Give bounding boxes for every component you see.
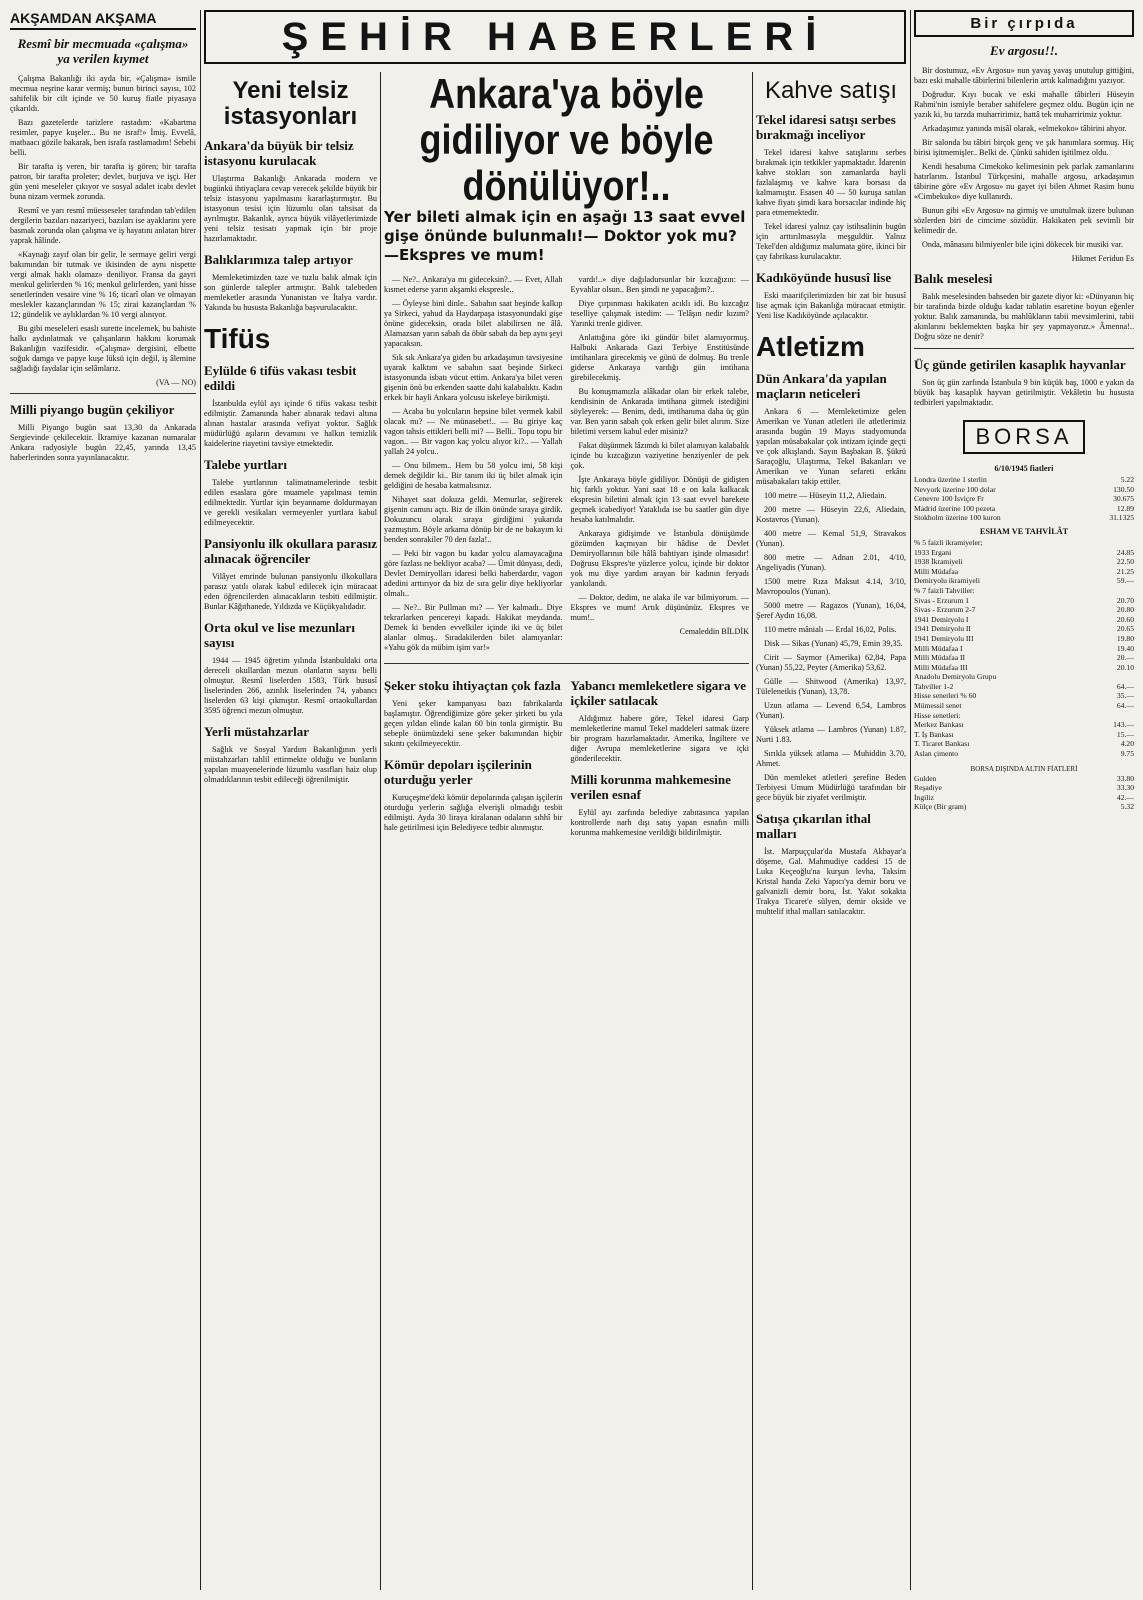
- esham-row-label: 1941 Demiryolu I: [914, 614, 969, 624]
- lead-body-right: [571, 275, 750, 657]
- result-line: 200 metre — Hüseyin 22,6, Aliedain, Kostavros (Yunan).: [756, 505, 906, 524]
- esham-row: [914, 682, 1134, 692]
- paragraph: Vilâyet emrinde bulunan pansiyonlu ilkokullara parasız yatılı olarak kabul edilecek için müracaat eden öğrencilerden alınacakların tesbiti edilmiştir. Bunlar Kâğıthanede, Yıldızda ve Küçükyalıdadır.: [204, 572, 377, 611]
- esham-row: [914, 557, 1134, 567]
- paragraph: Talebe yurtlarının talimatnamelerinde tesbit edilen esaslara göre muamele yapılması temin edilmektedir. Yurtlar için beyanname doldurmayan ve gerekli vesikaları vermeyenler yurtlara kabul edilmeyecektir.: [204, 478, 377, 527]
- esham-row: [914, 749, 1134, 759]
- altin-row-label: İngiliz: [914, 792, 934, 802]
- esham-row-value: 15.—: [1116, 729, 1134, 739]
- paragraph: Bir salonda bu tâbiri birçok genç ve şık hanımlara sormuş. Hiç birisi işitmemişler.. Belki de. Çünkü sahiden işitilmez oldu.: [914, 138, 1134, 157]
- fx-row-value: 5.22: [1120, 475, 1134, 484]
- paragraph: Bunun gibi «Ev Argosu» na girmiş ve unutulmak üzere bulunan sözlerden biri de cimcime sözüdür. Hakikaten pek sevimli bir kelimedir de.: [914, 206, 1134, 235]
- esham-row-value: 35.—: [1116, 691, 1134, 701]
- fx-row: [914, 475, 1134, 485]
- briefs-right: [571, 670, 750, 842]
- article-headline: Kahve satışı: [764, 77, 898, 104]
- section-title: Bir çırpıda: [914, 10, 1134, 37]
- esham-row: [914, 663, 1134, 673]
- fx-row: [914, 485, 1134, 495]
- esham-row-label: Milli Müdafaa II: [914, 653, 966, 663]
- fx-row-label: Londra üzerine 1 sterlin: [914, 475, 987, 484]
- esham-row-value: 59.—: [1116, 576, 1134, 586]
- result-line: 800 metre — Adnan 2.01, 4/10, Angeliyadis (Yunan).: [756, 553, 906, 572]
- lead-bottom-briefs: [384, 670, 749, 842]
- esham-row-value: 143.—: [1113, 720, 1134, 730]
- divider: [914, 348, 1134, 349]
- paragraph: Arkadaşımız yanında misâl olarak, «elmekoko» tâbirini ahyor.: [922, 124, 1127, 133]
- article-headline: Balık meselesi: [914, 271, 993, 286]
- paragraph: Onda, mânasını bilmiyenler bile içini dökecek bir musiki var.: [922, 240, 1124, 249]
- esham-row-label: 1938 İkramiyeli: [914, 557, 963, 567]
- esham-row-label: 1941 Demiryolu II: [914, 624, 971, 634]
- article-headline: Ev argosu!!.: [990, 43, 1058, 58]
- esham-row-value: 20.60: [1116, 614, 1134, 624]
- esham-row-value: 4.20: [1120, 739, 1134, 749]
- esham-row: [914, 605, 1134, 615]
- paragraph: — Öyleyse bini dinle.. Sabahın saat beşinde kalkıp ya Sirkeci, yahud da Haydarpaşa istasyonundaki gişe önüne gideceksin, orada bilet alabilirsen ne âlâ. Alamazsan yarın sabah da öbür sabah da hep aynı şeyi yapacaksın.: [384, 299, 563, 348]
- altin-row-label: Gulden: [914, 773, 937, 783]
- paragraph: Resmî ve yarı resmî müesseseler tarafından tab'edilen dergilerin bazıları nazariyeci, bazıları ise ayaklarını yere basmak zorunda olan çalışma ve iş hayatını anlatan birer yaprak hâlinde.: [10, 206, 196, 245]
- column-rule: [380, 72, 381, 1590]
- esham-row: [914, 624, 1134, 634]
- esham-row-label: Hisse senetleri % 60: [914, 691, 977, 701]
- esham-row: [914, 730, 1134, 740]
- fx-row: [914, 513, 1134, 523]
- article-headline: Satışa çıkarılan ithal malları: [756, 811, 871, 841]
- esham-row-label: Milli Müdafaa III: [914, 662, 968, 672]
- esham-row-label: Sivas - Erzurum 1: [914, 595, 970, 605]
- lead-body: [384, 275, 749, 657]
- borsa-date: 6/10/1945 fiatleri: [994, 464, 1054, 473]
- esham-row: [914, 691, 1134, 701]
- esham-row-label: Merkez Bankası: [914, 720, 964, 730]
- fx-row-value: 12.89: [1116, 503, 1134, 513]
- paragraph: Ankara 6 — Memleketimize gelen Amerikan ve Yunan atletleri ile atletlerimiz arasında bugün 19 Mayıs stadyomunda yapılan müsabakalar çok intizam içinde geçti ve çok alkışlandı. Sayın Başbakan B. Şükrü Saraçoğlu, Ulaştırma, Tekel Bakanları ve Amerikan ve Yunan sefareti erkânı müsabakaları takip ettiler.: [756, 407, 906, 486]
- paragraph: Ulaştırma Bakanlığı Ankarada modern ve bugünkü ihtiyaçlara cevap verecek şekilde büyük bir telsiz istasyonu yapılmasını kararlaştırmıştır. Bu istasyonun tesisi için lüzumlu olan tahsisat da ayrılmıştır. Bakanlık, ayrıca büyük vilâyetlerimizde yeni telsiz tesisatı yapmak için bir proje hazırlamaktadır.: [204, 174, 377, 243]
- paragraph: Doğrudur. Kıyı bucak ve eski mahalle tâbirleri Hüseyin Rahmi'nin ismiyle beraber sahifelere geçmez oldu. Bugün için ne yazık ki, bu tarzda muharririmiz, hattâ tek muharririmiz yoktur.: [914, 90, 1134, 119]
- article-subhead: Eylülde 6 tifüs vakası tesbit edildi: [204, 363, 357, 393]
- paragraph: Son üç gün zarfında İstanbula 9 bin küçük baş, 1000 e yakın da büyük baş kasaplık hayvan getirilmiştir. Vekâletin bu hususta tedbirleri yapılmaktadır.: [914, 378, 1134, 407]
- esham-row-label: % 5 faizli ikramiyeler;: [914, 537, 983, 547]
- briefs-left: [384, 670, 563, 842]
- article-headline: Yabancı memleketlere sigara ve içkiler satılacak: [570, 678, 747, 708]
- esham-row-label: 1941 Demiryolu III: [914, 633, 974, 643]
- result-line: Gülle — Shitwood (Amerika) 13,97, Tüleleneikis (Yunan), 13,78.: [756, 677, 906, 696]
- paragraph: Bu gibi meseleleri esaslı surette incelemek, bu bahiste halkı aydınlatmak ve çalışanların hakkını korumak Bakanlığın vazifesidir. «Çalışma» dergisini, elbette soğuk damga ve papye kuşe lüksü için değil, iş âlemine sağladığı faydalar için selâmlarız.: [10, 324, 196, 373]
- paragraph: — Peki bir vagon bu kadar yolcu alamayacağına göre fazlası ne bekliyor acaba? — Ümit dünyası, dedi, Devlet Demiryolları idaresi belki haberdardır, vagon adedini arttırıyor da biz de sıra gelir diye bekliyorlar olmalı..: [384, 549, 563, 598]
- altin-row-value: 42.—: [1116, 792, 1134, 802]
- esham-row: [914, 596, 1134, 606]
- esham-row-value: 24.85: [1116, 547, 1134, 557]
- column-news-2: [204, 72, 377, 1590]
- esham-row-label: Aslan çimento: [914, 749, 959, 759]
- esham-row: [914, 701, 1134, 711]
- paragraph: Fakat düşünmek lâzımdı ki bilet alamıyan kalabalık içinde bu kızcağızın vaziyetine benziyenler de pek çok.: [570, 441, 749, 470]
- paragraph: 1944 — 1945 öğretim yılında İstanbuldaki orta dereceli okullardan mezun olanların sayısı belli olmuştur. Resmî liselerden 1583, Türk hususî liselerinden 266, azınlık liselerinden 74, yabancı liselerden 63 kişi çıkmıştır. Resmî ortaokullardan 3595 öğrenci mezun olmuştur.: [204, 656, 377, 715]
- divider: [10, 393, 196, 394]
- paragraph: Memleketimizden taze ve tuzlu balık almak için son günlerde talepler artmıştır. Balık talebeden memleketler arasında Yunanistan ve İtalya vardır. Yakında bu hususta Bakanlığa başvurulacaktır.: [204, 273, 377, 312]
- esham-row: [914, 653, 1134, 663]
- result-line: 5000 metre — Ragazos (Yunan), 16,04, Şeref Aydın 16,08.: [756, 601, 906, 620]
- article-headline: Talebe yurtları: [204, 457, 287, 472]
- esham-row-value: 20.—: [1116, 653, 1134, 663]
- masthead: ŞEHİR HABERLERİ: [204, 10, 906, 64]
- column-news-4: [756, 72, 906, 1590]
- esham-row-label: Mümessil senet: [914, 701, 962, 711]
- fx-row-label: Stokholm üzerine 100 kuron: [914, 513, 1001, 523]
- divider: [384, 663, 749, 664]
- altin-row-value: 33.30: [1116, 783, 1134, 793]
- result-line: 1500 metre Rıza Maksut 4.14, 3/10, Mavropoulos (Yunan).: [756, 577, 906, 596]
- paragraph: — Onu bilmem.. Hem bu 58 yolcu imi, 58 kişi demek değildir ki.. Bir tanım iki üç bilet almak için geldiğini de hesaba katmalısınız.: [384, 461, 563, 490]
- paragraph: Milli Piyango bugün saat 13,30 da Ankarada Sergievinde çekilecektir. İkramiye kazanan numaralar Ankara radyosiyle bugün 22,45, yarında 13,45 haberlerinden sonra yayınlanacaktır.: [10, 423, 196, 462]
- paragraph: — Ne?.. Bir Pullman mı? — Yer kalmadı.. Diye tekrarlarken pencereyi kapadı. Hakikat meydanda. Demek ki benden evvelkiler içinde iki ve üç bilet alanlar olmuş.. Sıradakilerden bilet alamıyanlar: «Yahu gök da mübim işim var!»: [384, 603, 563, 652]
- fx-row-label: Nevyork üzerine 100 dolar: [914, 484, 996, 494]
- esham-row-label: Tahviller 1-2: [914, 681, 954, 691]
- esham-row-value: 20.65: [1116, 624, 1134, 634]
- article-subhead: Tekel idaresi satışı serbes bırakmağı inceliyor: [756, 112, 896, 142]
- esham-row: [914, 739, 1134, 749]
- altin-row: [914, 793, 1134, 803]
- result-line: 400 metre — Kemal 51,9, Stravakos (Yunan).: [756, 529, 906, 548]
- paragraph: Eski maarifçilerimizden bir zat bir hususî lise açmak için Bakanlığa müracaat etmiştir. Yeni lise Kadıköyünde açılacaktır.: [756, 291, 906, 320]
- paragraph: Diye çırpınması hakikaten acıklı idi. Bu kızcağız teselliye çalışmak istedim: — Telâşın nedir kızım? Yarınki trenle gidiver.: [570, 299, 749, 328]
- esham-row-value: 20.10: [1116, 662, 1134, 672]
- lead-body-left: [384, 275, 563, 657]
- column-rule: [200, 10, 201, 1590]
- fx-row-value: 31.1325: [1109, 513, 1134, 523]
- esham-row-label: Demiryolu ikramiyeli: [914, 576, 981, 586]
- esham-row: [914, 538, 1134, 548]
- esham-row-value: 22.50: [1116, 557, 1134, 567]
- paragraph: — Acaba bu yolcuların hepsine bilet vermek kabil olacak mı? — Ne münasebet!.. — Bu giriye kaç vagon tahsis ettikleri belli mi? — Belli.. Topu topu bir vagon.. — Bir vagon kaç yolcu alıyor ki?.. — Yallah yallah 24 yolcu..: [384, 407, 563, 456]
- article-subhead: Ankara'da büyük bir telsiz istasyonu kurulacak: [204, 138, 354, 168]
- article-headline: Kadıköyünde hususî lise: [756, 270, 892, 285]
- fx-row-label: Cenevre 100 İsviçre Fr: [914, 494, 984, 504]
- lead-deck: Yer bileti almak için en aşağı 13 saat evvel gişe önünde bulunmalı!— Doktor yok mu? —Ekspres ve mum!: [384, 208, 746, 264]
- esham-row: [914, 576, 1134, 586]
- paragraph: — Ne?.. Ankara'ya mı gideceksin?.. — Evet, Allah kısmet ederse yarın akşamki ekspresle..: [384, 275, 563, 294]
- esham-row-label: Milli Müdafaa: [914, 566, 959, 576]
- lead-headline: Ankara'ya böyle gidiliyor ve böyle dönülüyor!..: [419, 72, 714, 209]
- altin-row-label: Külçe (Bir gram): [914, 802, 967, 812]
- esham-table: [914, 538, 1134, 759]
- esham-row: [914, 567, 1134, 577]
- fx-row-label: Madrid üzerine 100 pezeta: [914, 503, 996, 513]
- esham-row-value: 64.—: [1116, 701, 1134, 711]
- esham-title: ESHAM VE TAHVİLÂT: [979, 526, 1069, 536]
- altin-row: [914, 783, 1134, 793]
- esham-row: [914, 711, 1134, 721]
- fx-row: [914, 504, 1134, 514]
- column-akşamdan-akşama: [10, 10, 196, 1590]
- article-headline: Üç günde getirilen kasaplık hayvanlar: [914, 357, 1126, 372]
- result-line: 100 metre — Hüseyin 11,2, Aliedain.: [764, 491, 887, 500]
- article-headline: Milli piyango bugün çekiliyor: [10, 402, 175, 417]
- paragraph: Tekel idaresi kahve satışlarını serbes bırakmak için tetkikler yapmaktadır. İdarenin kahve stokları son zamanlarda hayli fazlalaşmış ve kahve kara borsası da kalmamıştır. Esasen 40 — 50 kuruşa satılan kahve fiyatı şimdi kara borsacılar indinde hiç para etmemektedir.: [756, 148, 906, 217]
- esham-row-label: Hisse senetleri:: [914, 710, 961, 720]
- result-line: Uzun atlama — Levend 6,54, Lambros (Yunan).: [756, 701, 906, 720]
- result-line: Disk — Sikas (Yunan) 45,79, Emin 39,35.: [764, 639, 903, 648]
- altin-title: BORSA DIŞINDA ALTIN FİATLERİ: [970, 764, 1078, 773]
- altin-row-value: 5.32: [1120, 802, 1134, 812]
- paragraph: Nihayet saat dokuza geldi. Memurlar, seğirerek gişenin camını açtı. Biz de ilkin önünde sıraya girdik. Dokuzuncu olarak sıraya girdiğimi yukarıda yazmıştım. Böyle arkama dönüp bir de ne bakayım ki benden sonrakiler 70 den fazla!..: [384, 495, 563, 544]
- paragraph: Bir tarafta iş veren, bir tarafta iş gören; bir tarafta patron, bir tarafta proleter; devlet, burjuva ve işçi. Her gün yeni meseleler çıkıyor ve sosyal adalet icabı devlet buna nizam vermek zorunda.: [10, 162, 196, 201]
- paragraph: Yeni şeker kampanyası bazı fabrikalarda başlamıştır. Öğrendiğimize göre şeker şirketi bu yıla geçen yıldan elinde kalan 60 bin tonla girmiştir. Bu sebeple önümüzdeki sene şeker bakımından hiçbir sıkıntı çekilmeyecektir.: [384, 699, 563, 748]
- signature: (VA — NO): [156, 378, 196, 387]
- esham-row: [914, 672, 1134, 682]
- fx-table: [914, 475, 1134, 523]
- esham-row: [914, 586, 1134, 596]
- paragraph: Dün memleket atletleri şerefine Beden Terbiyesi Umum Müdürlüğü tarafından bir gece büyük bir ziyafet verilmiştir.: [756, 773, 906, 802]
- esham-row-value: 20.70: [1116, 595, 1134, 605]
- altin-row-value: 33.80: [1116, 773, 1134, 783]
- paragraph: Bu konuşmamızla alâkadar olan bir erkek talebe, kendisinin de Ankarada imtihana gitmek istediğini söyleyerek: — Benim, dedi, imtihanıma daha üç gün var. Ben yarın sabah çok erken gelir bilet alırım. Size biletimi versem kabul eder misiniz?: [570, 387, 749, 436]
- article-headline: Atletizm: [756, 331, 865, 362]
- article-headline: Şeker stoku ihtiyaçtan çok fazla: [384, 678, 561, 693]
- column-rule: [910, 10, 911, 1590]
- esham-row-label: Anadolu Demiryolu Grupu: [914, 672, 997, 682]
- paragraph: Anlattığına göre iki gündür bilet alamıyormuş. Halbuki Ankarada Gazi Terbiye Enstitüsünde imtihanlara girecekmiş ve günü de dolmuş. Bu trenle giderse Ankaraya vardığı gün imtihana girebilecekmiş.: [570, 333, 749, 382]
- esham-row: [914, 548, 1134, 558]
- altin-row: [914, 802, 1134, 812]
- esham-row: [914, 644, 1134, 654]
- esham-row-label: 1933 Ergani: [914, 547, 952, 557]
- paragraph: Bazı gazetelerde tarizlere rastadım: «Kabartma resimler, papye kuşeler... Bu ne israf!» İmiş. Evvelâ, matbaacı gözile bakarak, ben israfa rastlamadım! Sebebi belli.: [10, 118, 196, 157]
- esham-row-value: 19.40: [1116, 643, 1134, 653]
- paragraph: Aldığımız habere göre, Tekel idaresi Garp memleketlerine mamul Tekel maddeleri satmak üzere bir program hazırlamaktadır. Amerika, İngiltere ve diğer Avrupa memleketlerine sigara ve içki gönderilecektir.: [570, 714, 749, 763]
- paragraph: Ankaraya gidişimde ve İstanbula dönüşümde gözümden kaçmıyan bir hâdise de Devlet Demiryollarının bile hâlâ bahtiyarı işinde olmasıdır! Doğrusu Ekspres'te yüzlerce yolcu, içinde bir doktor yok mu diye yardım arayan bir kadının feryadı yankılandı.: [570, 529, 749, 588]
- borsa-header: [914, 412, 1134, 460]
- result-line: Cirit — Saymor (Amerika) 62,84, Papa (Yunan) 55,22, Peyter (Amerika) 53,62.: [756, 653, 906, 672]
- fx-row: [914, 494, 1134, 504]
- result-line: Yüksek atlama — Lambros (Yunan) 1.87, Nurti 1.83.: [756, 725, 906, 744]
- paragraph: Sağlık ve Sosyal Yardım Bakanlığının yerli müstahzarları tahlil ettirmekte olduğu ve bunların yapılan muayenelerinde lüzumlu vasıfları haiz olup olmadıklarının tesbit edileceği öğrenilmiştir.: [204, 745, 377, 784]
- paragraph: Tekel idaresi yalnız çay istihsalinin bugün için arttırılmasıyla meşguldür. Yalnız Tekel'den aldığımız malumata göre, ikinci bir çay fabrikası kurulacaktır.: [756, 222, 906, 261]
- esham-row-label: T. Ticaret Bankası: [914, 739, 970, 749]
- altin-row: [914, 774, 1134, 784]
- esham-row-value: 9.75: [1120, 749, 1134, 759]
- column-rule: [752, 72, 753, 1590]
- article-headline: Pansiyonlu ilk okullara parasız alınacak öğrenciler: [204, 536, 377, 566]
- paragraph: İşte Ankaraya böyle gidiliyor. Dönüşü de gidişten hiç farklı yoktur. Yani saat 18 e on kala kalkacak ekspresin biletini almak için 13 saat evvel harekete geçmek icabediyor! Yataklıda ise bu saatler gün diye hesaba katılmalıdır.: [570, 475, 749, 524]
- paragraph: İst. Marpuççular'da Mustafa Akbayar'a döşeme, Gal. Mahmudiye caddesi 15 de Luka Keçeoğlu'na kurşun levha, Taksim Kristal handa Zeki Yapıcı'ya demir boru ve galvanizli demir boru, İst. Yakıt sokakta Trakya Ticaret'e sülyen, demir okside ve muhtelif ithal malları satılacaktır.: [756, 847, 906, 916]
- paragraph: — Doktor, dedim, ne alaka ile var bilmiyorum. — Ekspres ve mum! Artık düşününüz. Ekspres ve mum!..: [570, 593, 749, 622]
- esham-row-value: 20.80: [1116, 605, 1134, 615]
- esham-row-value: 21.25: [1116, 566, 1134, 576]
- esham-row-value: 19.80: [1116, 633, 1134, 643]
- article-headline: Milli korunma mahkemesine verilen esnaf: [570, 772, 731, 802]
- fx-row-value: 30.675: [1113, 494, 1134, 504]
- paragraph: Eylül ayı zarfında belediye zabıtasınca yapılan kontrollerde narh dışı satış yapan esnafın milli korunma mahkemesine verildiği bildirilmiştir.: [570, 808, 749, 837]
- esham-row: [914, 634, 1134, 644]
- article-headline: Resmî bir mecmuada «çalışma» ya verilen kıymet: [17, 36, 189, 66]
- paragraph: Kuruçeşme'deki kömür depolarında çalışan işçilerin oturduğu yerlerin sağlığa elverişli olmadığı tesbit edilmişti. Ayda 30 liraya kiralanan odaların sıhhî bir hale getirilmesi için Belediyece tedbir alınmıştır.: [384, 793, 563, 832]
- column-lead-story: [384, 72, 749, 1590]
- result-line: Sırıkla yüksek atlama — Muhiddin 3.70, Ahmet.: [756, 749, 906, 768]
- esham-row-label: Sivas - Erzurum 2-7: [914, 605, 976, 615]
- signature: Hikmet Feridun Es: [1071, 254, 1134, 263]
- signature: Cemaleddin BİLDİK: [679, 627, 749, 636]
- altin-table: [914, 774, 1134, 812]
- borsa-title: BORSA: [963, 420, 1084, 454]
- esham-row-value: 64.—: [1116, 681, 1134, 691]
- fx-row-value: 130.50: [1113, 484, 1134, 494]
- article-headline: Yeni telsiz istasyonları: [223, 77, 358, 130]
- paragraph: vardı!..» diye dağıladursunlar bir kızcağızın: — Eyvahlar olsun.. Ben şimdi ne yapacağım?..: [570, 275, 749, 294]
- paragraph: Bir dostumuz, «Ev Argosu» nun yavaş yavaş unutulup gittiğini, bazı eski mahalle tâbirlerini bilenlerin artık kalmadığını yazıyor.: [914, 66, 1134, 85]
- paragraph: Kendi hesabıma Cimekoko kelimesinin pek parlak zamanlarını hatırlarım. İstanbul Türkçesini, mahalle argosu, arkadaşımın tâbirine göre «Ev Argosu» nu gayet iyi bilen Ahmet Rasim bunu «Cimbekuko» diye kullanırdı.: [914, 162, 1134, 201]
- article-headline: Orta okul ve lise mezunları sayısı: [204, 620, 355, 650]
- paragraph: Sık sık Ankara'ya giden bu arkadaşımın tavsiyesine uyarak kalktım ve sabahın saat beşinde Sirkeci istasyonunda isbatı vücut ettim. Ankara'ya bilet veren gişenin önü bu erkenden saatte dahi kalabalıktı. Kadın erkek bir hayli Ankara yolcusu iskeleye birikmişti.: [384, 353, 563, 402]
- article-headline: Tifüs: [204, 323, 271, 354]
- section-title: AKŞAMDAN AKŞAMA: [10, 10, 196, 30]
- article-headline: Kömür depoları işçilerinin oturduğu yerler: [384, 757, 532, 787]
- article-headline: Yerli müstahzarlar: [204, 724, 310, 739]
- paragraph: Balık meselesinden bahseden bir gazete diyor ki: «Dünyanın hiç bir tarafında bizde olduğu kadar tablatin esaretine boyun eğenler yoktur. Balık zamanında, bu mahlûkların tabii mevsimlerini, tabii akınlarını beklemekten başka bir şey yapmayoruz.» Âmenna!.. Doğru söze ne denir?: [914, 292, 1134, 341]
- article-headline: Balıklarımıza talep artıyor: [204, 252, 353, 267]
- paragraph: Çalışma Bakanlığı iki ayda bir, «Çalışma» ismile mecmua neşrine karar vermiş; bunun birinci sayısı, 102 sahifelik bir cilt içinde ve 50 kuruş fiatle piyasaya çıkarıldı.: [10, 74, 196, 113]
- paragraph: «Kaynağı zayıf olan bir gelir, le sermaye geliri vergi bakımından bir tutmak ve ikisinden de aynı nispette vergi almak haklı olamaz» deniliyor. Fransa da gayri menkul gelirlerden % 16; menkul gelirlerden, yani hisse senetlerinden vesaire vine % 16; ticarî olan ve olmayan meslekler kazançlarından % 15; zirai kazançlardan % 12; gündelik ve aylıklardan % 10 vergi alınıyor.: [10, 250, 196, 319]
- article-subhead: Dün Ankara'da yapılan maçların neticeleri: [756, 371, 887, 401]
- esham-row-label: T. İş Bankası: [914, 729, 954, 739]
- esham-row: [914, 720, 1134, 730]
- paragraph: İstanbulda eylül ayı içinde 6 tifüs vakası tesbit edilmiştir. Zamanında haber alınarak tedavi altına alınan hastalar arasında vefiyat yoktur. Sağlık müdürlüğü aşıların devamını ve halkın temizlik kaidelerine riayetini tavsiye etmektedir.: [204, 399, 377, 448]
- esham-row: [914, 615, 1134, 625]
- altin-row-label: Reşadiye: [914, 783, 942, 793]
- result-line: 110 metre mânialı — Erdal 16,02, Polis.: [764, 625, 897, 634]
- esham-row-label: Milli Müdafaa I: [914, 643, 963, 653]
- esham-row-label: % 7 faizli Tahviller:: [914, 585, 975, 595]
- column-bir-cirpida: [914, 10, 1134, 1590]
